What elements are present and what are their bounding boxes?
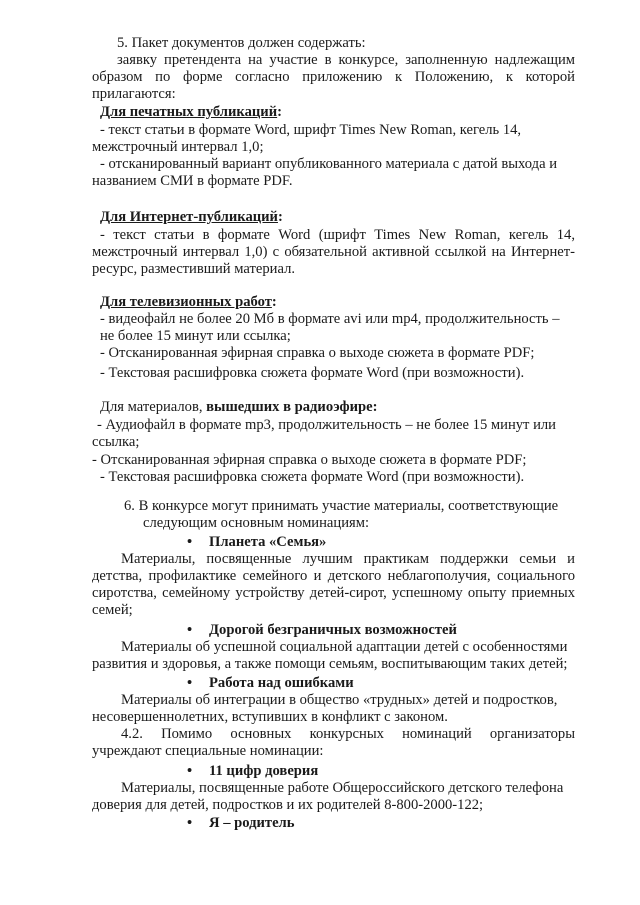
text-line: - видеофайл не более 20 Мб в формате avi или mp4, продолжительность –: [100, 311, 560, 327]
text-line: не более 15 минут или ссылка;: [100, 328, 291, 344]
text-line: - отсканированный вариант опубликованного материала с датой выхода и: [100, 156, 558, 172]
section-4-2-heading-cont: учреждают специальные номинации:: [92, 743, 324, 759]
bullet-icon: •: [187, 675, 193, 691]
radio-title-plain: Для материалов,: [100, 399, 207, 415]
text-line: межстрочный интервал 1,0) с обязательной активной ссылкой на Интернет-: [92, 244, 575, 260]
tv-title-text: Для телевизионных работ: [100, 294, 272, 310]
text-line: названием СМИ в формате PDF.: [92, 173, 293, 189]
text-line: заявку претендента на участие в конкурсе, заполненную надлежащим: [117, 52, 575, 68]
text-line: детства, профилактике семейного и детского неблагополучия, социального: [92, 568, 575, 584]
print-title-text: Для печатных публикаций: [100, 104, 278, 120]
text-line: образом по форме согласно приложению к Положению, к которой: [92, 69, 575, 85]
text-line: прилагаются:: [92, 86, 176, 102]
section-5-heading: 5. Пакет документов должен содержать:: [117, 35, 366, 51]
bullet-icon: •: [187, 622, 193, 638]
text-line: семей;: [92, 602, 133, 618]
text-line: Материалы об успешной социальной адаптации детей с особенностями: [121, 639, 568, 655]
internet-publications-title: Для Интернет-публикаций:: [100, 209, 283, 225]
internet-title-text: Для Интернет-публикаций: [100, 209, 278, 225]
nomination-title: • Я – родитель: [187, 815, 295, 831]
text-line: ссылка;: [92, 434, 140, 450]
text-line: сиротства, семейному устройству детей-сирот, успешному опыту приемных: [92, 585, 575, 601]
nomination-title: • 11 цифр доверия: [187, 763, 319, 779]
text-line: межстрочный интервал 1,0;: [92, 139, 264, 155]
bullet-icon: •: [187, 534, 193, 550]
print-publications-title: Для печатных публикаций:: [100, 104, 282, 120]
text-line: развития и здоровья, а также помощи семьям, воспитывающим таких детей;: [92, 656, 568, 672]
text-line: несовершеннолетних, вступивших в конфликт с законом.: [92, 709, 448, 725]
text-line: Материалы, посвященные лучшим практикам поддержки семьи и: [121, 551, 575, 567]
text-line: - Отсканированная эфирная справка о выходе сюжета в формате PDF;: [92, 452, 527, 468]
text-line: - текст статьи в формате Word (шрифт Times New Roman, кегель 14,: [100, 227, 575, 243]
text-line: доверия для детей, подростков и их родителей 8-800-2000-122;: [92, 797, 484, 813]
text-line: - текст статьи в формате Word, шрифт Times New Roman, кегель 14,: [100, 122, 522, 138]
bullet-icon: •: [187, 763, 193, 779]
text-line: - Текстовая расшифровка сюжета формате Word (при возможности).: [100, 365, 525, 381]
text-line: - Отсканированная эфирная справка о выходе сюжета в формате PDF;: [100, 345, 535, 361]
text-line: Материалы, посвященные работе Общероссийского детского телефона: [121, 780, 564, 796]
tv-works-title: Для телевизионных работ:: [100, 294, 277, 310]
text-line: - Аудиофайл в формате mp3, продолжительность – не более 15 минут или: [97, 417, 556, 433]
section-6-heading: 6. В конкурсе могут принимать участие материалы, соответствующие: [124, 498, 559, 514]
text-line: ресурс, разместивший материал.: [92, 261, 295, 277]
radio-title-bold: вышедших в радиоэфире: [206, 399, 373, 415]
section-6-heading-cont: следующим основным номинациям:: [143, 515, 370, 531]
nomination-title: • Дорогой безграничных возможностей: [187, 622, 457, 638]
section-4-2-heading: 4.2. Помимо основных конкурсных номинаций организаторы: [121, 726, 575, 742]
text-line: - Текстовая расшифровка сюжета формате Word (при возможности).: [100, 469, 525, 485]
radio-title: Для материалов, вышедших в радиоэфире:: [100, 399, 378, 415]
bullet-icon: •: [187, 815, 193, 831]
nomination-title: • Работа над ошибками: [187, 675, 354, 691]
text-line: Материалы об интеграции в общество «трудных» детей и подростков,: [121, 692, 558, 708]
nomination-title: • Планета «Семья»: [187, 534, 327, 550]
